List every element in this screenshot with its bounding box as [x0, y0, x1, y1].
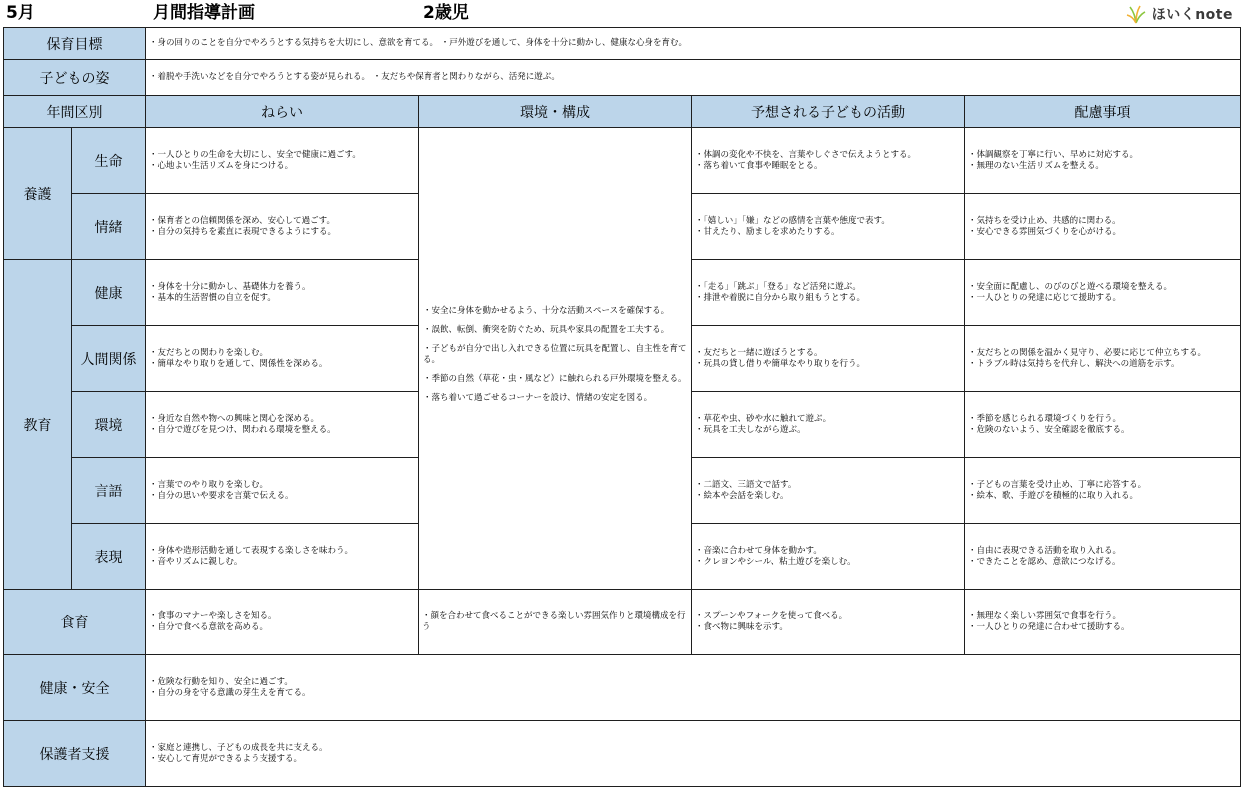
logo-text: ほいくnote: [1151, 7, 1233, 23]
consideration-cell: [965, 524, 1241, 590]
sub-label: 表現: [72, 524, 146, 590]
aim-line: ・自分で食べる意欲を高める。: [149, 622, 269, 632]
table-row: [4, 128, 1241, 194]
activity-line: ・玩具の貸し借りや簡単なやり取りを行う。: [695, 358, 866, 369]
activity-line: ・落ち着いて食事や睡眠をとる。: [695, 160, 823, 171]
consideration-cell: [965, 392, 1241, 458]
consideration-line: ・危険のないよう、安全確認を徹底する。: [968, 424, 1130, 435]
environment-line: ・子どもが自分で出し入れできる位置に玩具を配置し、自主性を育てる。: [423, 343, 687, 365]
month-label: 5月: [6, 3, 35, 23]
child-status-text: ・着脱や手洗いなどを自分でやろうとする姿が見られる。 ・友だちや保育者と関わりながら、活発に遊ぶ。: [146, 60, 1241, 96]
environment-cell: [419, 590, 692, 655]
activity-line: ・クレヨンやシール、粘土遊びを楽しむ。: [695, 556, 856, 567]
activity-line: ・体調の変化や不快を、言葉やしぐさで伝えようとする。: [695, 149, 917, 160]
aim-cell: [146, 524, 419, 590]
text-line: ・危険な行動を知り、安全に過ごす。: [149, 676, 293, 687]
consideration-line: ・気持ちを受け止め、共感的に関わる。: [968, 215, 1121, 226]
sub-label: 人間関係: [72, 326, 146, 392]
aim-line: ・友だちとの関わりを楽しむ。: [149, 347, 269, 358]
sub-label: 生命: [72, 128, 146, 194]
consideration-line: ・友だちとの関係を温かく見守り、必要に応じて仲立ちする。: [968, 347, 1207, 358]
environment-line: ・落ち着いて過ごせるコーナーを設け、情緒の安定を図る。: [423, 392, 653, 403]
consideration-line: ・一人ひとりの発達に合わせて援助する。: [968, 622, 1130, 632]
aim-line: ・音やリズムに親しむ。: [149, 556, 243, 567]
sub-label: 健康: [72, 260, 146, 326]
environment-line: ・顔を合わせて食べることができる楽しい雰囲気作りと環境構成を行う: [422, 611, 686, 632]
aim-cell: [146, 590, 419, 655]
consideration-line: ・無理なく楽しい雰囲気で食事を行う。: [968, 611, 1122, 621]
activity-line: ・スプーンやフォークを使って食べる。: [695, 611, 848, 621]
consideration-line: ・季節を感じられる環境づくりを行う。: [968, 413, 1122, 424]
consideration-cell: [965, 260, 1241, 326]
activity-line: ・草花や虫、砂や水に触れて遊ぶ。: [695, 413, 832, 424]
consideration-cell: [965, 326, 1241, 392]
leaf-icon: [1126, 4, 1148, 24]
consideration-line: ・無理のない生活リズムを整える。: [968, 160, 1104, 171]
col-environment: 環境・構成: [419, 96, 692, 128]
text-line: ・家庭と連携し、子どもの成長を共に支える。: [149, 742, 328, 753]
consideration-line: ・安心できる雰囲気づくりを心がける。: [968, 226, 1122, 237]
activity-cell: [692, 194, 965, 260]
aim-cell: [146, 458, 419, 524]
environment-line: ・誤飲、転倒、衝突を防ぐため、玩具や家具の配置を工夫する。: [423, 324, 670, 335]
consideration-cell: [965, 128, 1241, 194]
child-status-label: 子どもの姿: [4, 60, 146, 96]
activity-line: ・二語文、三語文で話す。: [695, 479, 797, 490]
group-kyoiku: 教育: [4, 260, 72, 590]
aim-cell: [146, 392, 419, 458]
sub-label: 情緒: [72, 194, 146, 260]
activity-cell: [692, 128, 965, 194]
shokuiku-label: 食育: [4, 590, 146, 655]
activity-line: ・「嬉しい」「嫌」などの感情を言葉や態度で表す。: [695, 215, 890, 226]
shokuiku-row: [4, 590, 1241, 655]
aim-cell: [146, 194, 419, 260]
aim-line: ・自分の気持ちを素直に表現できるようにする。: [149, 226, 337, 237]
activity-line: ・絵本や会話を楽しむ。: [695, 490, 789, 501]
text-line: ・安心して育児ができるよう支援する。: [149, 753, 303, 764]
activity-line: ・玩具を工夫しながら遊ぶ。: [695, 424, 806, 435]
parent-support-label: 保護者支援: [4, 721, 146, 787]
consideration-line: ・自由に表現できる活動を取り入れる。: [968, 545, 1122, 556]
goal-row: [4, 28, 1241, 60]
consideration-line: ・できたことを認め、意欲につなげる。: [968, 556, 1121, 567]
age-label: 2歳児: [423, 3, 469, 23]
parent-support-text: [146, 721, 1241, 787]
activity-cell: [692, 590, 965, 655]
consideration-cell: [965, 194, 1241, 260]
activity-line: ・音楽に合わせて身体を動かす。: [695, 545, 822, 556]
aim-line: ・身近な自然や物への興味と関心を深める。: [149, 413, 320, 424]
aim-cell: [146, 128, 419, 194]
sub-label: 環境: [72, 392, 146, 458]
activity-cell: [692, 458, 965, 524]
page-header: [0, 0, 1245, 26]
goal-text: ・身の回りのことを自分でやろうとする気持ちを大切にし、意欲を育てる。 ・戸外遊びを通して、身体を十分に動かし、健康な心身を育む。: [146, 28, 1241, 60]
environment-line: ・安全に身体を動かせるよう、十分な活動スペースを確保する。: [423, 305, 670, 316]
activity-cell: [692, 260, 965, 326]
aim-line: ・自分の思いや要求を言葉で伝える。: [149, 490, 294, 501]
aim-line: ・自分で遊びを見つけ、関われる環境を整える。: [149, 424, 336, 435]
activity-cell: [692, 326, 965, 392]
aim-line: ・簡単なやり取りを通して、関係性を深める。: [149, 358, 328, 369]
consideration-cell: [965, 458, 1241, 524]
hoiku-note-logo: [1126, 4, 1233, 24]
column-header-row: [4, 96, 1241, 128]
aim-line: ・身体を十分に動かし、基礎体力を養う。: [149, 281, 311, 292]
text-line: ・自分の身を守る意識の芽生えを育てる。: [149, 687, 311, 698]
activity-line: ・排泄や着脱に自分から取り組もうとする。: [695, 292, 866, 303]
goal-label: 保育目標: [4, 28, 146, 60]
activity-line: ・友だちと一緒に遊ぼうとする。: [695, 347, 823, 358]
sub-label: 言語: [72, 458, 146, 524]
col-aim: ねらい: [146, 96, 419, 128]
child-status-row: [4, 60, 1241, 96]
consideration-line: ・体調観察を丁寧に行い、早めに対応する。: [968, 149, 1139, 160]
plan-title: 月間指導計画: [153, 3, 255, 23]
aim-line: ・言葉でのやり取りを楽しむ。: [149, 479, 269, 490]
aim-line: ・基本的生活習慣の自立を促す。: [149, 292, 276, 303]
environment-line: ・季節の自然（草花・虫・風など）に触れられる戸外環境を整える。: [423, 373, 687, 384]
aim-line: ・保育者との信頼関係を深め、安心して過ごす。: [149, 215, 335, 226]
activity-line: ・「走る」「跳ぶ」「登る」など活発に遊ぶ。: [695, 281, 861, 292]
activity-line: ・甘えたり、励ましを求めたりする。: [695, 226, 840, 237]
consideration-line: ・子どもの言葉を受け止め、丁寧に応答する。: [968, 479, 1147, 490]
aim-line: ・食事のマナーや楽しさを知る。: [149, 611, 277, 621]
activity-cell: [692, 524, 965, 590]
col-category: 年間区別: [4, 96, 146, 128]
activity-cell: [692, 392, 965, 458]
aim-cell: [146, 260, 419, 326]
aim-line: ・一人ひとりの生命を大切にし、安全で健康に過ごす。: [149, 149, 361, 160]
aim-cell: [146, 326, 419, 392]
consideration-line: ・安全面に配慮し、のびのびと遊べる環境を整える。: [968, 281, 1173, 292]
health-safety-text: [146, 655, 1241, 721]
consideration-line: ・一人ひとりの発達に応じて援助する。: [968, 292, 1122, 303]
health-safety-label: 健康・安全: [4, 655, 146, 721]
health-safety-row: [4, 655, 1241, 721]
aim-line: ・心地よい生活リズムを身につける。: [149, 160, 294, 171]
consideration-line: ・トラブル時は気持ちを代弁し、解決への道筋を示す。: [968, 358, 1180, 369]
parent-support-row: [4, 721, 1241, 787]
consideration-cell: [965, 590, 1241, 655]
activity-line: ・食べ物に興味を示す。: [695, 622, 788, 632]
col-consideration: 配慮事項: [965, 96, 1241, 128]
consideration-line: ・絵本、歌、手遊びを積極的に取り入れる。: [968, 490, 1139, 501]
monthly-plan-table: [3, 27, 1241, 787]
col-activity: 予想される子どもの活動: [692, 96, 965, 128]
aim-line: ・身体や造形活動を通して表現する楽しさを味わう。: [149, 545, 354, 556]
environment-cell: [419, 128, 692, 590]
group-yogo: 養護: [4, 128, 72, 260]
